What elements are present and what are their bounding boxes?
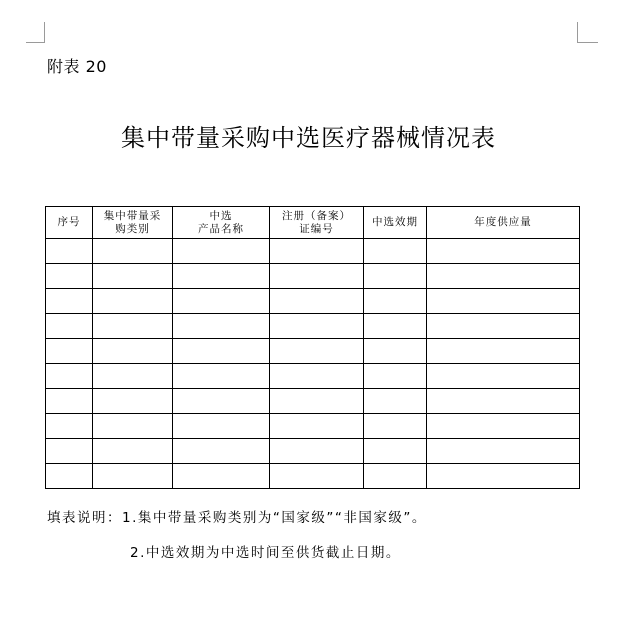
header-line: 购类别 bbox=[115, 222, 150, 235]
page-corner-mark-top-right bbox=[577, 22, 598, 43]
table-cell[interactable] bbox=[364, 239, 427, 264]
table-cell[interactable] bbox=[93, 289, 173, 314]
table-cell[interactable] bbox=[364, 339, 427, 364]
table-cell[interactable] bbox=[173, 414, 270, 439]
table-cell[interactable] bbox=[270, 414, 364, 439]
header-line: 产品名称 bbox=[198, 222, 244, 235]
table-row bbox=[46, 314, 580, 339]
table-row bbox=[46, 264, 580, 289]
table-cell[interactable] bbox=[173, 239, 270, 264]
table-cell[interactable] bbox=[46, 314, 93, 339]
table-cell[interactable] bbox=[364, 364, 427, 389]
table-cell[interactable] bbox=[93, 389, 173, 414]
table-cell[interactable] bbox=[270, 339, 364, 364]
table-cell[interactable] bbox=[46, 264, 93, 289]
table-cell[interactable] bbox=[427, 364, 580, 389]
header-validity-period bbox=[364, 207, 427, 239]
header-line: 证编号 bbox=[299, 222, 334, 235]
table-cell[interactable] bbox=[427, 314, 580, 339]
table-cell[interactable] bbox=[364, 414, 427, 439]
instructions-line-2: 2.中选效期为中选时间至供货截止日期。 bbox=[130, 545, 401, 561]
table-row bbox=[46, 439, 580, 464]
table-cell[interactable] bbox=[270, 314, 364, 339]
table-row bbox=[46, 339, 580, 364]
header-line: 中选 bbox=[209, 209, 233, 222]
table-cell[interactable] bbox=[364, 314, 427, 339]
table-cell[interactable] bbox=[270, 364, 364, 389]
table-cell[interactable] bbox=[364, 289, 427, 314]
table-cell[interactable] bbox=[46, 464, 93, 489]
header-annual-supply bbox=[427, 207, 580, 239]
table-row bbox=[46, 389, 580, 414]
table-cell[interactable] bbox=[93, 314, 173, 339]
table-cell[interactable] bbox=[93, 439, 173, 464]
table-cell[interactable] bbox=[270, 464, 364, 489]
table-header-row bbox=[46, 207, 580, 239]
header-procurement-category bbox=[93, 207, 173, 239]
table-cell[interactable] bbox=[93, 464, 173, 489]
table-cell[interactable] bbox=[173, 364, 270, 389]
report-table bbox=[45, 206, 580, 489]
table-cell[interactable] bbox=[427, 339, 580, 364]
appendix-label: 附表 20 bbox=[47, 57, 107, 76]
header-line: 年度供应量 bbox=[474, 216, 532, 228]
page-title: 集中带量采购中选医疗器械情况表 bbox=[121, 124, 496, 152]
table-cell[interactable] bbox=[427, 464, 580, 489]
table-cell[interactable] bbox=[427, 239, 580, 264]
table-cell[interactable] bbox=[364, 439, 427, 464]
table-cell[interactable] bbox=[427, 414, 580, 439]
table-cell[interactable] bbox=[270, 239, 364, 264]
header-line: 注册（备案） bbox=[282, 209, 351, 222]
table-cell[interactable] bbox=[46, 439, 93, 464]
table-cell[interactable] bbox=[46, 339, 93, 364]
table-cell[interactable] bbox=[270, 439, 364, 464]
header-registration-number bbox=[270, 207, 364, 239]
table-cell[interactable] bbox=[427, 439, 580, 464]
table-row bbox=[46, 464, 580, 489]
header-line: 序号 bbox=[57, 216, 81, 228]
table-cell[interactable] bbox=[173, 439, 270, 464]
table-cell[interactable] bbox=[173, 464, 270, 489]
page-corner-mark-top-left bbox=[26, 22, 45, 43]
table-row bbox=[46, 289, 580, 314]
table-cell[interactable] bbox=[46, 414, 93, 439]
header-serial-number bbox=[46, 207, 93, 239]
table-cell[interactable] bbox=[46, 364, 93, 389]
table-cell[interactable] bbox=[364, 389, 427, 414]
table-row bbox=[46, 414, 580, 439]
table-cell[interactable] bbox=[173, 264, 270, 289]
table-cell[interactable] bbox=[427, 289, 580, 314]
table-cell[interactable] bbox=[46, 289, 93, 314]
table-cell[interactable] bbox=[173, 339, 270, 364]
table-cell[interactable] bbox=[270, 289, 364, 314]
table-cell[interactable] bbox=[173, 314, 270, 339]
table-row bbox=[46, 239, 580, 264]
table-cell[interactable] bbox=[364, 464, 427, 489]
table-cell[interactable] bbox=[173, 389, 270, 414]
table-cell[interactable] bbox=[427, 264, 580, 289]
header-line: 中选效期 bbox=[372, 216, 418, 228]
table-cell[interactable] bbox=[93, 414, 173, 439]
table-cell[interactable] bbox=[270, 389, 364, 414]
header-line: 集中带量采 bbox=[103, 209, 162, 222]
table-cell[interactable] bbox=[93, 239, 173, 264]
table-cell[interactable] bbox=[427, 389, 580, 414]
table-cell[interactable] bbox=[93, 264, 173, 289]
table-cell[interactable] bbox=[93, 339, 173, 364]
table-cell[interactable] bbox=[270, 264, 364, 289]
table-cell[interactable] bbox=[364, 264, 427, 289]
table-row bbox=[46, 364, 580, 389]
header-product-name bbox=[173, 207, 270, 239]
table-cell[interactable] bbox=[46, 239, 93, 264]
table-cell[interactable] bbox=[93, 364, 173, 389]
table-cell[interactable] bbox=[46, 389, 93, 414]
instructions-line-1: 填表说明：1.集中带量采购类别为“国家级”“非国家级”。 bbox=[47, 510, 427, 526]
table-body bbox=[46, 239, 580, 489]
table-cell[interactable] bbox=[173, 289, 270, 314]
